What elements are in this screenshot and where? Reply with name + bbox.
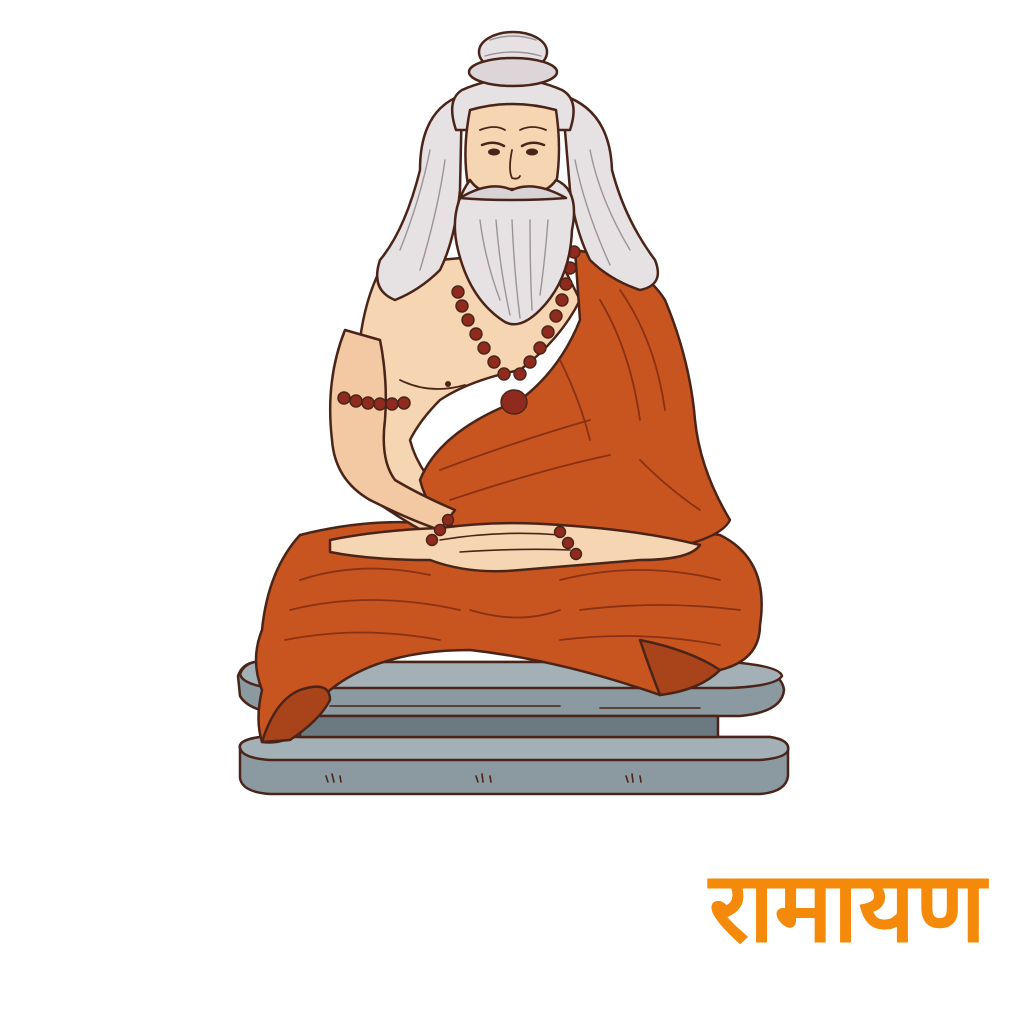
title-ramayan: रामायण xyxy=(708,851,986,965)
